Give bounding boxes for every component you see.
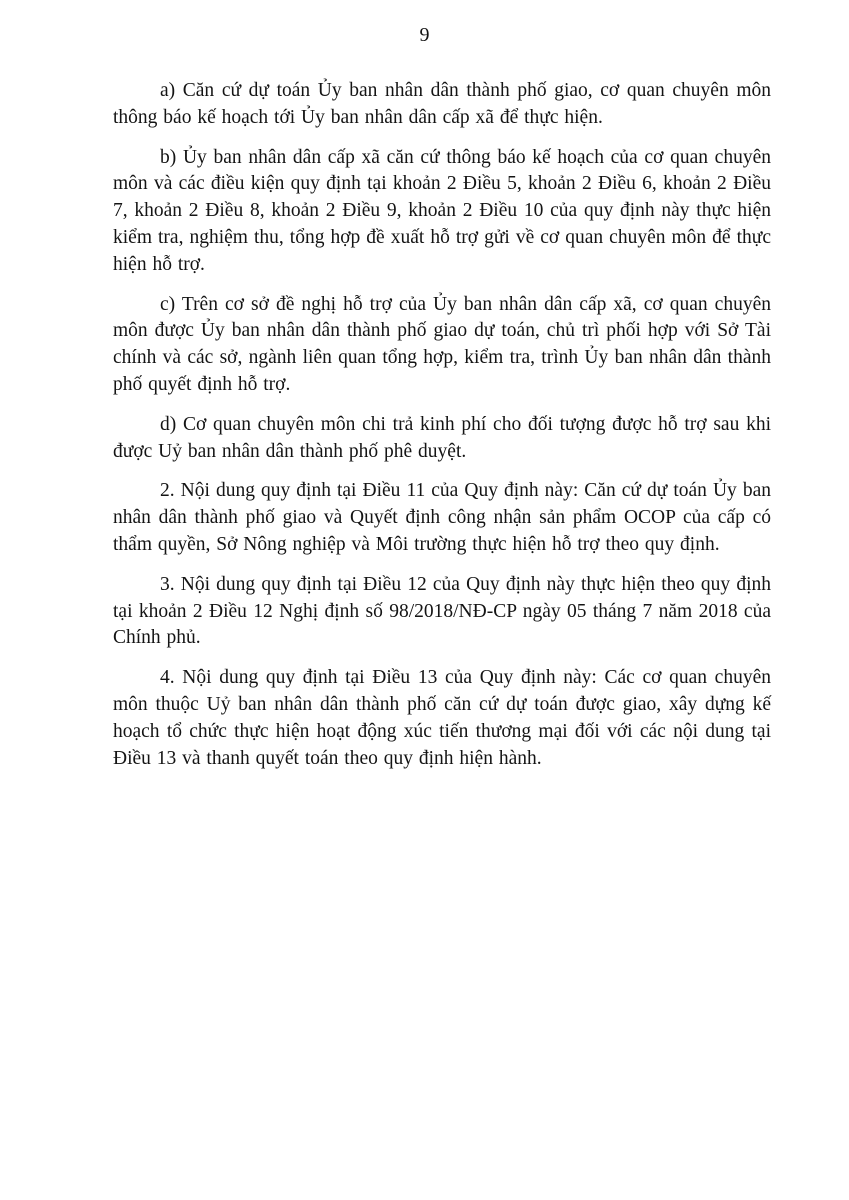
paragraph-4: 4. Nội dung quy định tại Điều 13 của Quy định này: Các cơ quan chuyên môn thuộc Uỷ ban nhân dân thành phố căn cứ dự toán được giao, xây dựng kế hoạch tổ chức thực hiện hoạt động xúc tiến thương mại đối với các nội dung tại Điều 13 và thanh quyết toán theo quy định hiện hành. <box>113 667 771 769</box>
paragraph-b: b) Ủy ban nhân dân cấp xã căn cứ thông báo kế hoạch của cơ quan chuyên môn và các điều kiện quy định tại khoản 2 Điều 5, khoản 2 Điều 6, khoản 2 Điều 7, khoản 2 Điều 8, khoản 2 Điều 9, khoản 2 Điều 10 của quy định này thực hiện kiểm tra, nghiệm thu, tổng hợp đề xuất hỗ trợ gửi về cơ quan chuyên môn để thực hiện hỗ trợ. <box>113 146 771 275</box>
paragraph-c: c) Trên cơ sở đề nghị hỗ trợ của Ủy ban nhân dân cấp xã, cơ quan chuyên môn được Ủy ban nhân dân thành phố giao dự toán, chủ trì phối hợp với Sở Tài chính và các sở, ngành liên quan tổng hợp, kiểm tra, trình Ủy ban nhân dân thành phố quyết định hỗ trợ. <box>113 293 771 395</box>
paragraph-2: 2. Nội dung quy định tại Điều 11 của Quy định này: Căn cứ dự toán Ủy ban nhân dân thành phố giao và Quyết định công nhận sản phẩm OCOP của cấp có thẩm quyền, Sở Nông nghiệp và Môi trường thực hiện hỗ trợ theo quy định. <box>113 480 771 555</box>
document-body <box>113 78 771 785</box>
paragraph-a: a) Căn cứ dự toán Ủy ban nhân dân thành phố giao, cơ quan chuyên môn thông báo kế hoạch tới Ủy ban nhân dân cấp xã để thực hiện. <box>113 80 771 128</box>
page-number: 9 <box>419 24 430 46</box>
paragraph-3: 3. Nội dung quy định tại Điều 12 của Quy định này thực hiện theo quy định tại khoản 2 Điều 12 Nghị định số 98/2018/NĐ-CP ngày 05 tháng 7 năm 2018 của Chính phủ. <box>113 573 771 649</box>
paragraph-d: d) Cơ quan chuyên môn chi trả kinh phí cho đối tượng được hỗ trợ sau khi được Uỷ ban nhân dân thành phố phê duyệt. <box>113 413 771 462</box>
